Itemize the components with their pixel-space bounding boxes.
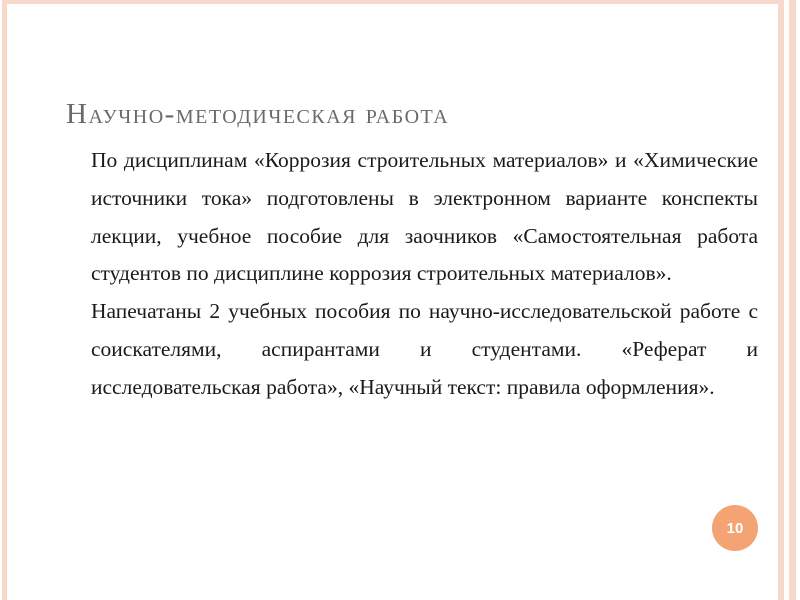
bullet-item	[64, 293, 758, 406]
page-number: 10	[726, 519, 744, 537]
bullet-item	[64, 142, 758, 293]
bullet-text: По дисциплинам «Коррозия строительных материалов» и «Химические источники тока» подготовлены в электронном варианте конспекты лекции, учебное пособие для заочников «Самостоятельная работа студентов по дисциплине коррозия строительных материалов».	[91, 148, 758, 286]
page-number-badge	[712, 505, 758, 551]
frame-right-gap	[784, 0, 789, 600]
frame-left-border	[2, 0, 7, 600]
bullet-list	[64, 142, 758, 407]
frame-top-border	[7, 0, 778, 4]
slide-title: Научно-методическая работа	[66, 98, 450, 130]
bullet-text: Напечатаны 2 учебных пособия по научно-исследовательской работе с соискателями, аспирантами и студентами. «Реферат и исследовательская работа», «Научный текст: правила оформления».	[91, 299, 758, 399]
